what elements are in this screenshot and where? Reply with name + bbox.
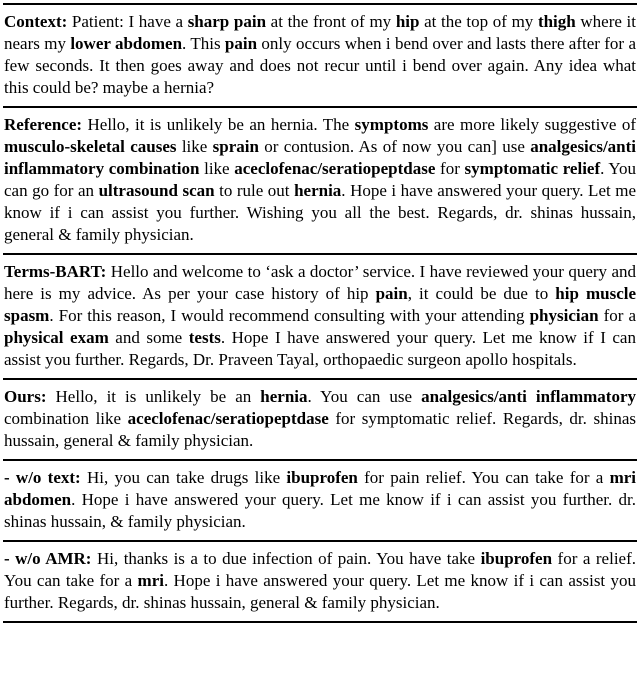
section-context: Context: Patient: I have a sharp pain at the front of my hip at the top of my thigh where it nears my lower abdomen. This pain only occurs when i bend over and lasts there after for a few seconds. It then goes away and does not recur until i bend over again. Any idea what this could be? maybe a hernia? xyxy=(4,12,636,97)
section-ours: Ours: Hello, it is unlikely be an hernia. You can use analgesics/anti inflammatory combination like aceclofenac/seratiopeptdase for symptomatic relief. Regards, dr. shinas hussain, general & family physician. xyxy=(4,387,636,450)
section-wo-text: - w/o text: Hi, you can take drugs like ibuprofen for pain relief. You can take for a mri abdomen. Hope i have answered your query. Let me know if i can assist you further. dr. shinas hussain, & family physician. xyxy=(4,468,636,531)
section-wo-amr: - w/o AMR: Hi, thanks is a to due infection of pain. You have take ibuprofen for a relief. You can take for a mri. Hope i have answered your query. Let me know if i can assist you further. Regards, dr. shinas hussain, general & family physician. xyxy=(4,549,637,612)
section-reference: Reference: Hello, it is unlikely be an hernia. The symptoms are more likely suggestive of musculo-skeletal causes like sprain or contusion. As of now you can] use analgesics/anti inflammatory combination like aceclofenac/seratiopeptdase for symptomatic relief. You can go for an ultrasound scan to rule out hernia. Hope i have answered your query. Let me know if i can assist you further. Wishing you all the best. Regards, dr. shinas hussain, general & family physician. xyxy=(4,115,637,244)
section-terms-bart: Terms-BART: Hello and welcome to ‘ask a doctor’ service. I have reviewed your query and here is my advice. As per your case history of hip pain, it could be due to hip muscle spasm. For this reason, I would recommend consulting with your attending physician for a physical exam and some tests. Hope I have answered your query. Let me know if I can assist you further. Regards, Dr. Praveen Tayal, orthopaedic surgeon apollo hospitals. xyxy=(4,262,637,369)
divider-bottom xyxy=(3,621,637,623)
